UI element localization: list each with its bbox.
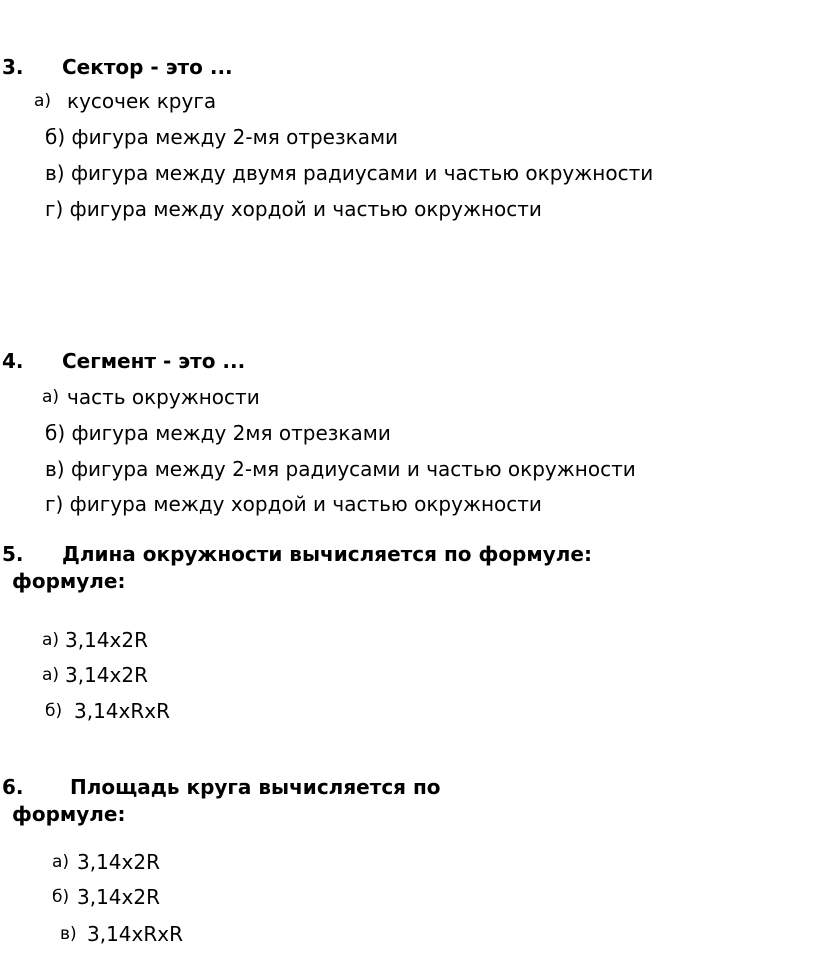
option-label: а) (42, 387, 60, 407)
option-label: а) (52, 852, 70, 872)
option-text: 3,14x2R (77, 885, 160, 909)
option-text: 3,14x2R (77, 850, 160, 874)
option-text: кусочек круга (67, 89, 217, 113)
option-text: г) фигура между хордой и частью окружности (45, 492, 542, 516)
question-title: Сектор - это ... (62, 55, 233, 79)
question-title-continuation: формуле: (12, 802, 126, 826)
option-text: в) фигура между 2-мя радиусами и частью окружности (45, 457, 636, 481)
question-number: 4. (2, 349, 24, 373)
option-text: б) фигура между 2мя отрезками (45, 421, 391, 445)
question-number: 3. (2, 55, 24, 79)
option-label: в) (60, 924, 77, 944)
option-label: б) (52, 887, 70, 907)
question-title: Сегмент - это ... (62, 349, 246, 373)
option-text: 3,14xRxR (74, 699, 170, 723)
option-text: б) фигура между 2-мя отрезками (45, 125, 399, 149)
question-number: 5. (2, 542, 24, 566)
option-label: а) (34, 91, 52, 111)
question-number: 6. (2, 775, 24, 799)
option-label: а) (42, 665, 60, 685)
option-label: б) (45, 701, 63, 721)
option-text: 3,14x2R (65, 628, 148, 652)
option-text: в) фигура между двумя радиусами и частью окружности (45, 161, 654, 185)
question-title: Площадь круга вычисляется по (70, 775, 441, 799)
question-title: Длина окружности вычисляется по формуле: (62, 542, 592, 566)
question-title-continuation: формуле: (12, 569, 126, 593)
option-text: 3,14xRxR (87, 922, 183, 946)
option-text: 3,14x2R (65, 663, 148, 687)
option-label: а) (42, 630, 60, 650)
option-text: г) фигура между хордой и частью окружности (45, 197, 542, 221)
option-text: часть окружности (67, 385, 260, 409)
